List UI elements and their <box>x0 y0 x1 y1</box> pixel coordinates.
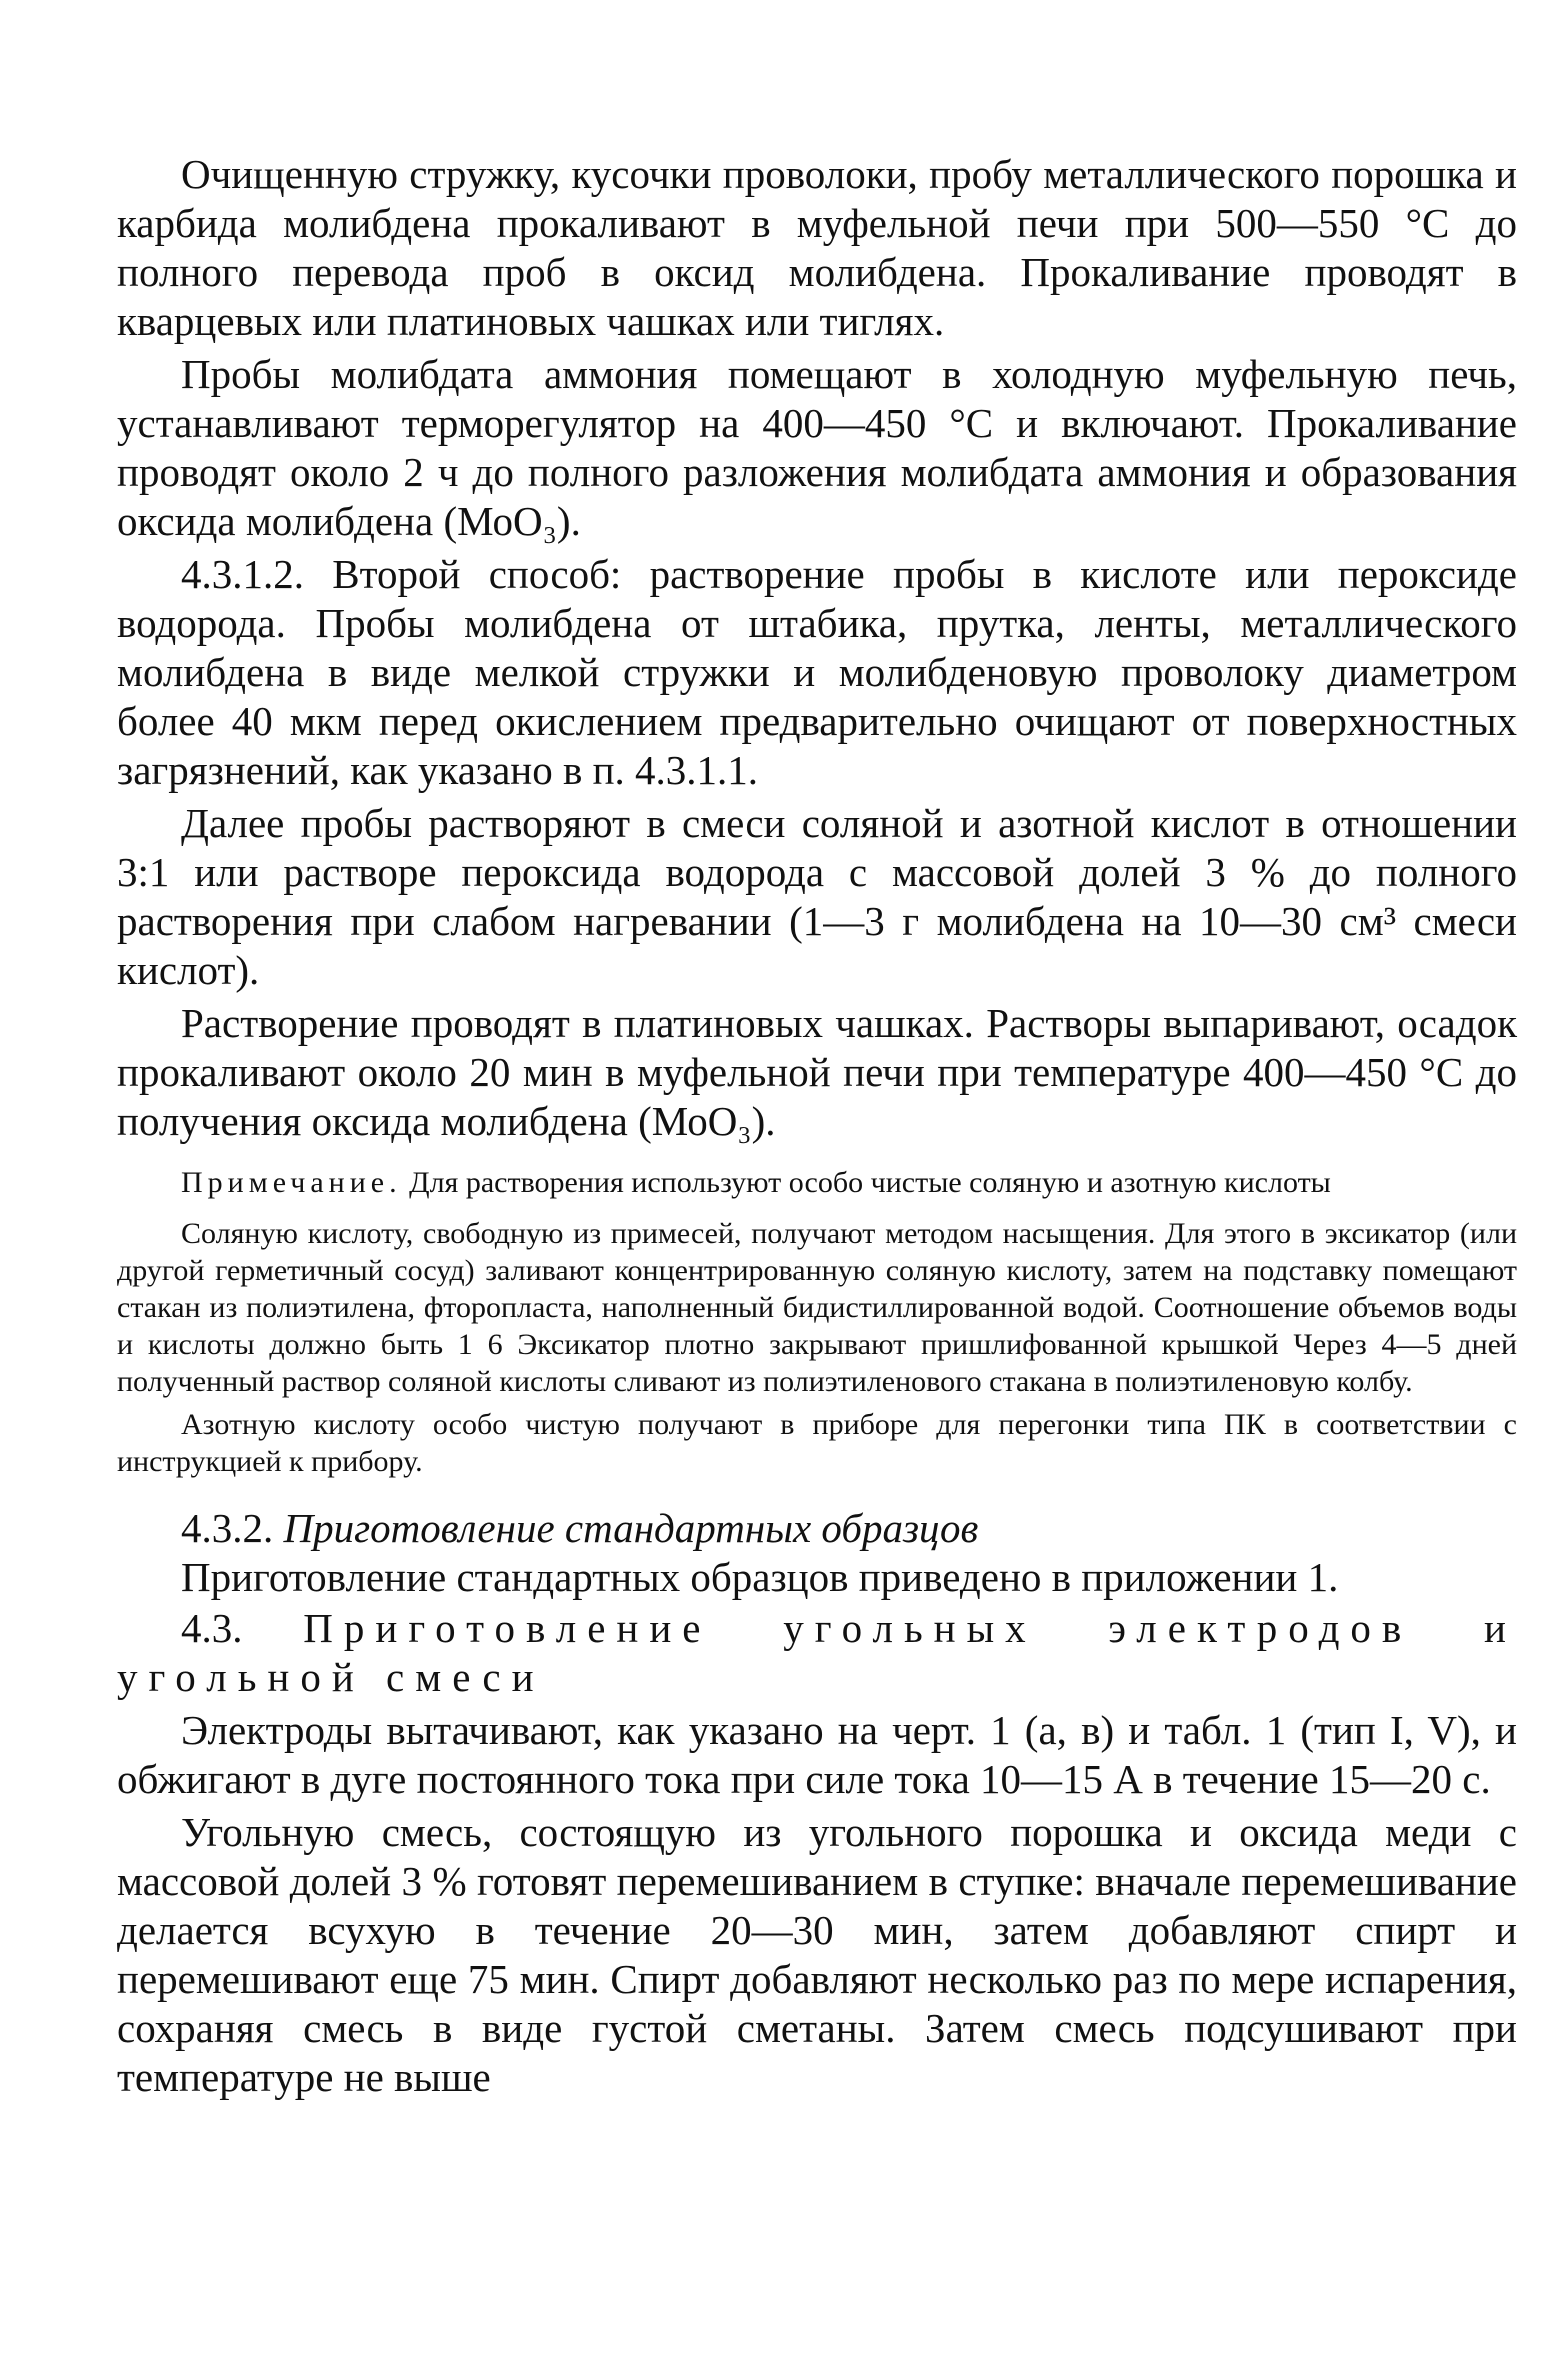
note-nitric-acid: Азотную кислоту особо чистую получают в приборе для перегонки типа ПК в соответствии с инструкцией к прибору. <box>117 1408 1517 1478</box>
document-page <box>117 150 1517 2102</box>
note-text: Для растворения используют особо чистые соляную и азотную кислоты <box>401 1166 1331 1199</box>
section-heading-4-3 <box>117 1604 1517 1702</box>
paragraph-second-method: 4.3.1.2. Второй способ: растворение пробы в кислоте или пероксиде водорода. Пробы молибдена от штабика, прутка, ленты, металлического молибдена в виде мелкой стружки и молибденовую проволоку диаметром более 40 мкм перед окислением предварительно очищают от поверхностных загрязнений, как указано в п. 4.3.1.1. <box>117 551 1517 793</box>
section-heading-4-3-2 <box>117 1504 1517 1553</box>
section-title: Приготовление угольных электродов и угольной смеси <box>117 1605 1517 1700</box>
note-hydrochloric-acid: Соляную кислоту, свободную из примесей, получают методом насыщения. Для этого в эксикатор (или другой герметичный сосуд) заливают концентрированную соляную кислоту, затем на подставку помещают стакан из полиэтилена, фторопласта, наполненный бидистиллированной водой. Соотношение объемов воды и кислоты должно быть 1 6 Эксикатор плотно закрывают пришлифованной крышкой Через 4—5 дней полученный раствор соляной кислоты сливают из полиэтиленового стакана в полиэтиленовую колбу. <box>117 1217 1517 1398</box>
paragraph-acid-dissolution: Далее пробы растворяют в смеси соляной и азотной кислот в отношении 3:1 или растворе пероксида водорода с массовой долей 3 % до полного растворения при слабом нагревании (1—3 г молибдена на 10—30 см³ смеси кислот). <box>117 800 1517 993</box>
note-reagents <box>117 1164 1517 1201</box>
section-number: 4.3. <box>181 1605 304 1651</box>
paragraph-evaporation: Растворение проводят в платиновых чашках. Растворы выпаривают, осадок прокаливают около 20 мин в муфельной печи при температуре 400—450 °С до получения оксида молибдена (МоО₃). <box>117 1000 1517 1144</box>
section-title: Приготовление стандартных образцов <box>283 1505 979 1551</box>
paragraph-standard-samples: Приготовление стандартных образцов приведено в приложении 1. <box>181 1554 1339 1600</box>
section-number: 4.3.2. <box>181 1505 284 1551</box>
paragraph-calcination-chips: Очищенную стружку, кусочки проволоки, пробу металлического порошка и карбида молибдена прокаливают в муфельной печи при 500—550 °С до полного перевода проб в оксид молибдена. Прокаливание проводят в кварцевых или платиновых чашках или тиглях. <box>117 151 1517 344</box>
paragraph-carbon-mixture: Угольную смесь, состоящую из угольного порошка и оксида меди с массовой долей 3 % готовят перемешиванием в ступке: вначале перемешивание делается всухую в течение 20—30 мин, затем добавляют спирт и перемешивают еще 75 мин. Спирт добавляют несколько раз по мере испарения, сохраняя смесь в виде густой сметаны. Затем смесь подсушивают при температуре не выше <box>117 1809 1517 2100</box>
paragraph-ammonium-molybdate: Пробы молибдата аммония помещают в холодную муфельную печь, устанавливают терморегулятор на 400—450 °С и включают. Прокаливание проводят около 2 ч до полного разложения молибдата аммония и образования оксида молибдена (МоО₃). <box>117 351 1517 544</box>
note-label: Примечание. <box>181 1166 402 1199</box>
paragraph-electrodes: Электроды вытачивают, как указано на черт. 1 (а, в) и табл. 1 (тип I, V), и обжигают в дуге постоянного тока при силе тока 10—15 А в течение 15—20 с. <box>117 1707 1517 1802</box>
